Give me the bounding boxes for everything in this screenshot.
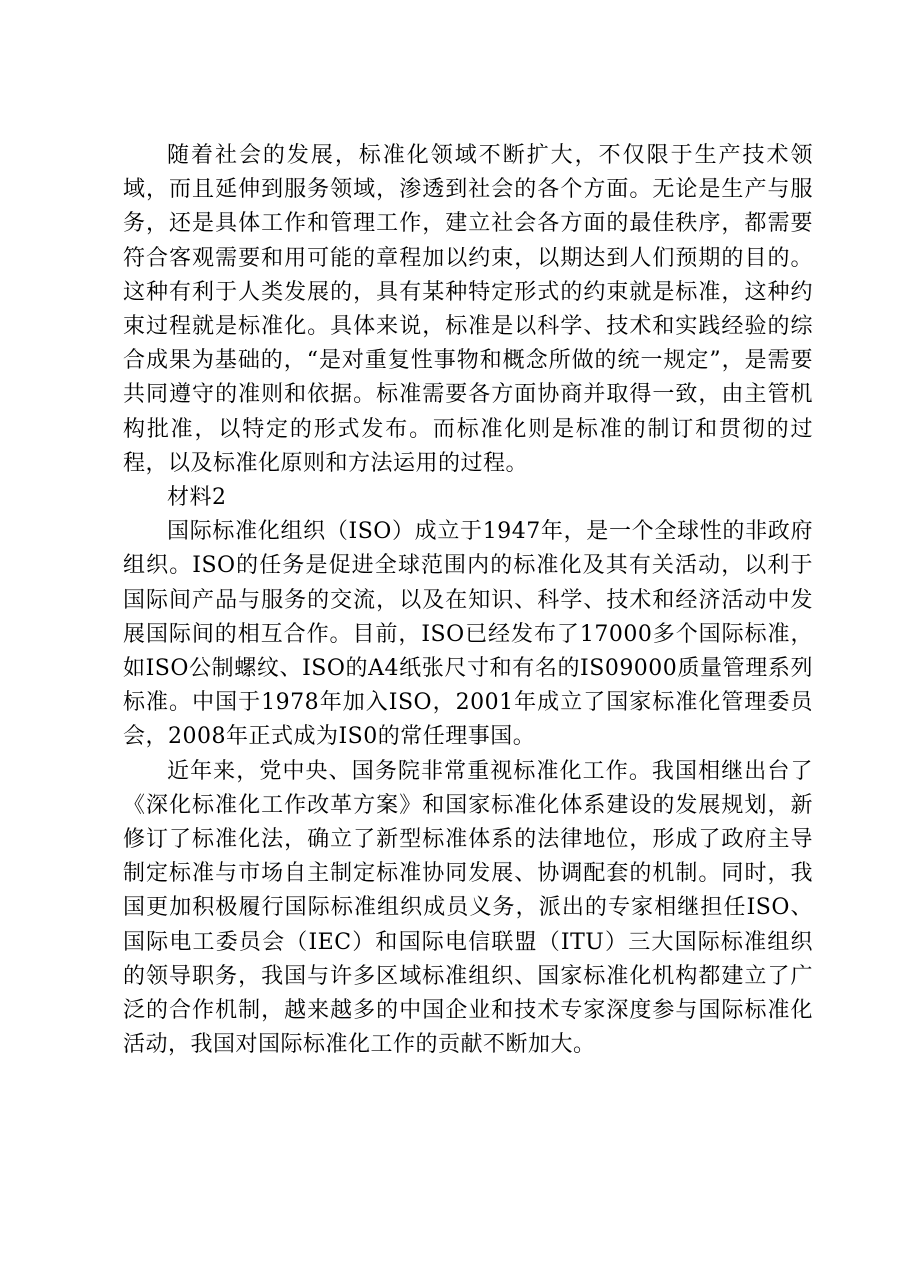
paragraph-standardization-intro: 随着社会的发展，标准化领域不断扩大，不仅限于生产技术领域，而且延伸到服务领域，渗透到社会的各个方面。无论是生产与服务，还是具体工作和管理工作，建立社会各方面的最佳秩序，都需要符合客观需要和用可能的章程加以约束，以期达到人们预期的目的。这种有利于人类发展的，具有某种特定形式的约束就是标准，这种约束过程就是标准化。具体来说，标准是以科学、技术和实践经验的综合成果为基础的，“是对重复性事物和概念所做的统一规定”，是需要共同遵守的准则和依据。标准需要各方面协商并取得一致，由主管机构批准，以特定的形式发布。而标准化则是标准的制订和贯彻的过程，以及标准化原则和方法运用的过程。 (123, 143, 813, 476)
paragraph-iso-intro: 国际标准化组织（ISO）成立于1947年，是一个全球性的非政府组织。ISO的任务是促进全球范围内的标准化及其有关活动，以利于国际间产品与服务的交流，以及在知识、科学、技术和经济活动中发展国际间的相互合作。目前，ISO已经发布了17000多个国际标准，如ISO公制螺纹、ISO的A4纸张尺寸和有名的IS09000质量管理系列标准。中国于1978年加入ISO，2001年成立了国家标准化管理委员会，2008年正式成为IS0的常任理事国。 (123, 519, 813, 750)
paragraph-china-standardization: 近年来，党中央、国务院非常重视标准化工作。我国相继出台了《深化标准化工作改革方案》和国家标准化体系建设的发展规划，新修订了标准化法，确立了新型标准体系的法律地位，形成了政府主导制定标准与市场自主制定标准协同发展、协调配套的机制。同时，我国更加积极履行国际标准组织成员义务，派出的专家相继担任ISO、国际电工委员会（IEC）和国际电信联盟（ITU）三大国际标准组织的领导职务，我国与许多区域标准组织、国家标准化机构都建立了广泛的合作机制，越来越多的中国企业和技术专家深度参与国际标准化活动，我国对国际标准化工作的贡献不断加大。 (123, 758, 813, 1058)
material-label: 材料2 (167, 485, 227, 511)
document-body (123, 139, 813, 1062)
